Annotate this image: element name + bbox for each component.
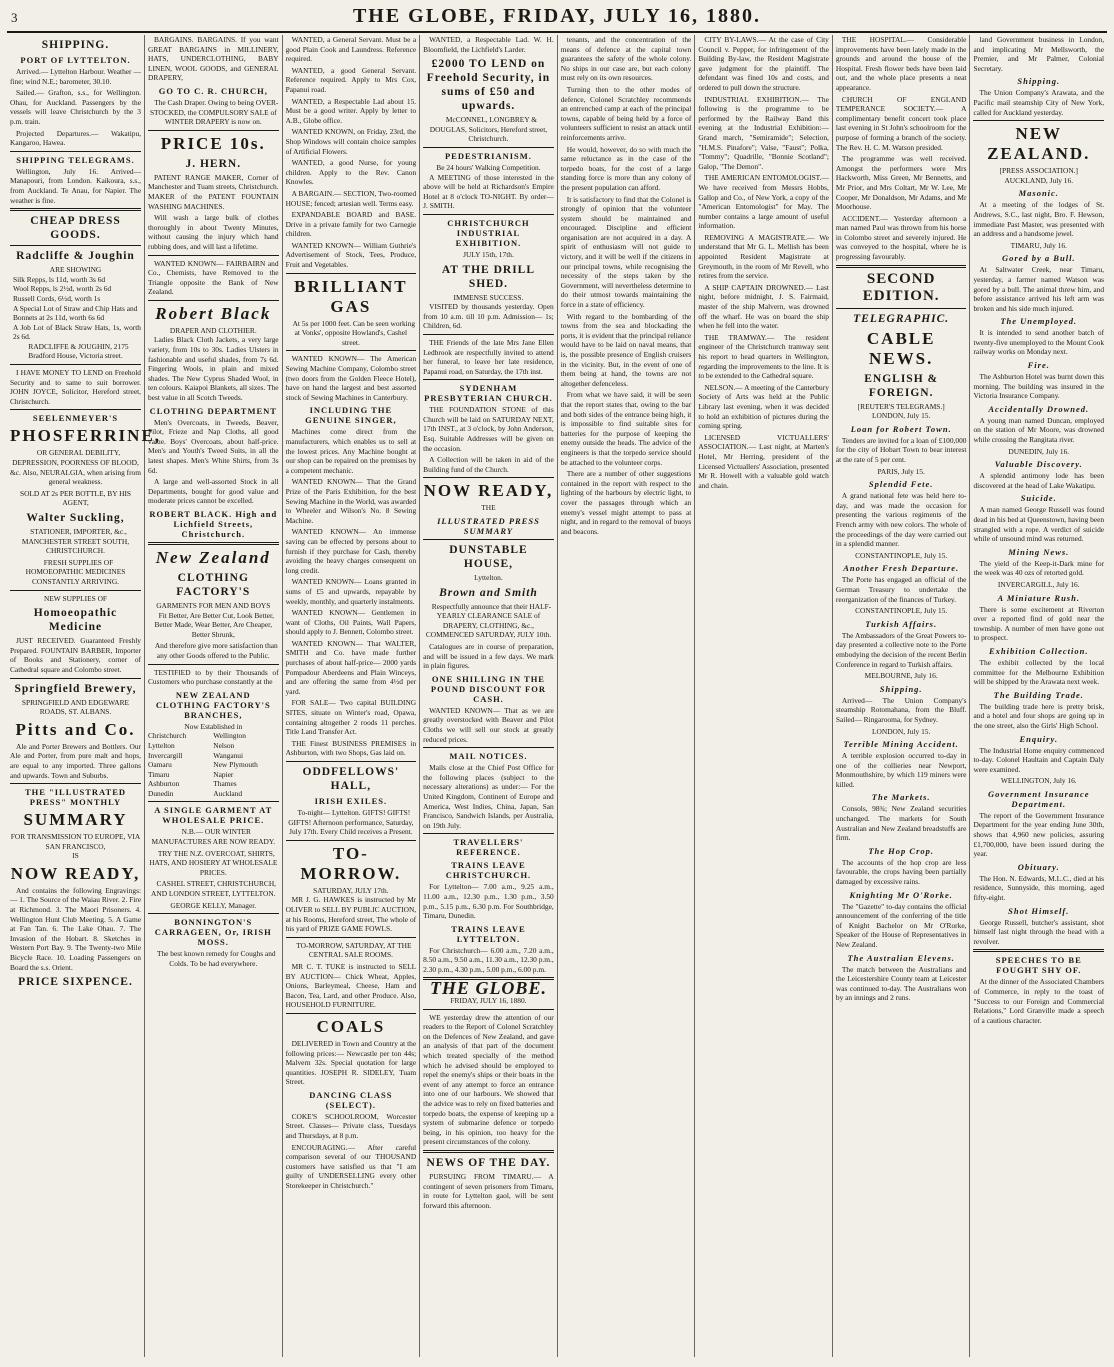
suicide-text: A man named George Russell was found dead in his bed at Queenstown, having been strangled with a rope. A verdict of suicide while of unsound mind was returned.: [973, 505, 1105, 544]
contents-list: And contains the following Engravings:— 1. The Source of the Waiau River. 2. Fire at Richmond. 3. The Maori Prisoners. 4. Wellington Hunt Club Meeting. 5. A Game at Fan Tan. 6. The Lake Ohau. 7. The Invasion of the Hobart. 8. Sketches in Western Port Bay. 9. The Twenty-two Mile Bicycle Race. 10. Loading Passengers on Board the s.s. Orient.: [10, 885, 141, 972]
masonic-text: At a meeting of the lodges of St. Andrews, S.C., last night, Bro. F. Hewson, immediate Past Master, was presented with an address and a handsome jewel.: [973, 200, 1105, 239]
brewery-text: SPRINGFIELD AND EDGEWARE ROADS, ST. ALBANS.: [21, 697, 130, 717]
suicide-heading: Suicide.: [1020, 493, 1057, 504]
telegrams-text: Wellington, July 16. Arrived— Manapouri, from London. Kaikoura, s.s., from Auckland. Te Anau, for Napier. The weather is fine.: [10, 166, 141, 205]
established-text: Now Established in: [184, 721, 243, 731]
fire-text: The Ashburton Hotel was burnt down this morning. The building was insured in the Victoria Insurance Company.: [973, 372, 1105, 401]
suckling-text: STATIONER, IMPORTER, &c., MANCHESTER STREET SOUTH, CHRISTCHURCH.: [21, 527, 130, 556]
hawkes-text: MR J. G. HAWKES is instructed by Mr OLIVER to SELL BY PUBLIC AUCTION, at his Rooms, Hereford street, The whole of his yard of PRIZE GAME FOWLS.: [285, 895, 417, 934]
brilliant-gas-text: At 5s per 1000 feet. Can be seen working at Vonks', opposite Howland's, Cashel street.: [292, 318, 416, 347]
clothing-text: Men's Overcoats, in Tweeds, Beaver, Pilot, Frieze and Nap Cloths, all good value. Boys' Overcoats, about half-price. Men's and Youth's Tweed Suits, in all the latest shapes. Men's White Shirts, from 3s 6d.: [148, 417, 279, 475]
column-7: [833, 35, 971, 1357]
loan-firm: McCONNEL, LONGBREY & DOUGLAS, Solicitors, Hereford street, Christchurch.: [429, 115, 548, 144]
brown-smith-text: Respectfully announce that their HALF-YEARLY CLEARANCE SALE of DRAPERY, CLOTHING, &c., COMMENCED SATURDAY, JULY 10th.: [425, 601, 552, 640]
black-heading: Robert Black: [155, 303, 272, 323]
new-supplies: NEW SUPPLIES OF: [43, 593, 108, 603]
the-text: THE: [481, 503, 496, 513]
bonnington-heading: BONNINGTON'S CARRAGEEN, Or, IRISH MOSS.: [154, 917, 272, 948]
knight-heading: Knighting Mr O'Rorke.: [849, 889, 953, 900]
dress-items: [10, 275, 141, 342]
mining-accident-heading: Terrible Mining Accident.: [843, 739, 959, 750]
speeches-text: At the dinner of the Associated Chambers of Commerce, in reply to the toast of "Success to our Foreign and Commercial Relations," Lord Granville made a speech of a cautious character.: [973, 977, 1105, 1025]
wanted-nurse: WANTED, a good Nurse, for young children. Apply to the Rev. Canon Knowles.: [285, 158, 417, 187]
globe-heading: THE GLOBE.: [429, 978, 547, 999]
column-8: [970, 35, 1107, 1357]
fete-text: A grand national fete was held here to-day, and was made the occasion for presenting the various regiments of the French army with new colors. The whole of the proceedings of the day were carried out in a splendid manner.: [835, 491, 967, 549]
nb-text: N.B.— OUR WINTER MANUFACTURES ARE NOW READY.: [151, 827, 276, 847]
list-item: Thames: [213, 779, 237, 789]
speeches-heading: SPEECHES TO BE FOUGHT SHY OF.: [995, 955, 1082, 976]
hern-note: Will wash a large bulk of clothes thoroughly in about Twenty Minutes, without causing the injury which hand rubbing does, and will last a lifetime.: [148, 213, 279, 251]
shipping-heading: SHIPPING.: [41, 39, 110, 51]
drowned-text: A young man named Duncan, employed on the station of Mr Moore, was drowned while crossing the Rangitata river.: [973, 415, 1105, 445]
cloths-text: WANTED KNOWN— Gentlemen in want of Cloths, Oil Paints, Wall Papers, should apply to J. Bennett, Colombo street.: [285, 608, 417, 637]
lyttelton-text: Lyttelton.: [474, 573, 503, 583]
land-text: land Government business in London, and implicating Mr Mellsworth, the Premier, and Mr Palmer, Colonial Secretary.: [973, 35, 1105, 73]
industrial-dates: JULY 15th, 17th.: [463, 249, 514, 259]
column-6: [695, 35, 833, 1357]
price-heading: PRICE SIXPENCE.: [18, 976, 133, 989]
brown-smith-heading: Brown and Smith: [439, 586, 538, 599]
drill-heading: AT THE DRILL SHED.: [441, 263, 536, 290]
victuallers: LICENSED VICTUALLERS' ASSOCIATION.— Last night, at Marten's Hotel, Mr Herring, president of the Licensed Victuallers' Association, presented Mr R. Howell with a valuable gold watch and chain.: [698, 432, 829, 490]
obituary-heading: Obituary.: [1017, 861, 1060, 872]
black-text: Ladies Black Cloth Jackets, a very large variety, from 10s to 30s. Ladies Ulsters in fashionable and useful shades, from 7s 6d. Fingering Wools, in plain and mixed shades. The New Cyprus Shaded Wool, in ten colours. Kaiapoi Blankets, all sizes. The best value in all Scotch Tweeds.: [148, 335, 279, 403]
hospital-text: THE HOSPITAL.— Considerable improvements have been lately made in the grounds and around the house of the Hospital. Fresh flower beds have been laid out, and the whole place presents a neat appearance.: [835, 35, 967, 92]
summary-heading: SUMMARY: [23, 810, 128, 830]
list-item: Wanganui: [213, 750, 244, 760]
visited-text: VISITED by thousands yesterday. Open from 10 a.m. till 10 p.m. Admission— 1s; Children, 6d.: [423, 302, 554, 331]
mail-text: Mails close at the Chief Post Office for the following places (subject to the necessary alterations) as under:— For the United Kingdom, Continent of Europe and America, West Indies, China, Japan, San Francisco, Sandwich Islands, per Australia, on 19th July.: [423, 763, 554, 830]
columns: [7, 35, 1107, 1357]
branches-heading: NEW ZEALAND CLOTHING FACTORY'S BRANCHES,: [155, 689, 271, 720]
is-text: IS: [72, 851, 79, 861]
mining-news-text: The yield of the Keep-it-Dark mine for the week was 40 ozs of retorted gold.: [973, 558, 1105, 578]
garments-text: GARMENTS FOR MEN AND BOYS: [156, 600, 271, 610]
brewery-heading: Springfield Brewery,: [14, 682, 137, 695]
temperance-text: CHURCH OF ENGLAND TEMPERANCE SOCIETY.— A complimentary benefit concert took place last evening in St John's schoolroom for the purpose of forming a branch of the society. The Rev. H. C. M. Watson presided.: [835, 94, 967, 152]
therefore-text: And therefore give more satisfaction than any other Goods offered to the Public.: [154, 641, 278, 660]
stock-text: A large and well-assorted Stock in all Departments, bought for good value and moderate prices cannot be excelled.: [148, 477, 279, 506]
try-text: TRY THE N.Z. OVERCOAT, SHIRTS, HATS, AND HOSIERY AT WHOLESALE PRICES.: [149, 848, 278, 877]
seelenmeyer-heading: SEELENMEYER'S: [32, 413, 119, 424]
loan-heading: Loan for Robert Town.: [850, 423, 952, 434]
church-heading: SYDENHAM PRESBYTERIAN CHURCH.: [424, 383, 553, 404]
list-item: Bonnets at 2s 11d, worth 6s 6d: [13, 313, 105, 323]
cashel-text: CASHEL STREET, CHRISTCHURCH, AND LONDON STREET, LYTTELTON.: [151, 879, 277, 899]
editorial-cont-7: There are a number of other suggestions contained in the report with respect to the lighting of the harbours by electric light, to cover the passages through which an enemy's vessel might attempt to pass at night, and in regard to the removal of buoys and beacons.: [560, 469, 692, 536]
list-item: Invercargill: [148, 750, 183, 760]
list-item: Auckland: [213, 788, 243, 798]
suckling-heading: Walter Suckling,: [26, 512, 125, 524]
walking-text: Be 24 hours' Walking Competition.: [436, 162, 541, 172]
masonic-heading: Masonic.: [1018, 188, 1059, 199]
trains-heading: TRAINS LEAVE CHRISTCHURCH.: [445, 860, 532, 881]
hern-text: PATENT RANGE MAKER, Corner of Manchester and Tuam streets, Christchurch. MAKER of the PATENT FOUNTAIN WASHING MACHINES.: [148, 172, 279, 211]
overstocked-text: WANTED KNOWN— That as we are greatly overstocked with Beaver and Pilot Cloths we will sell our stock at greatly reduced prices.: [423, 705, 554, 744]
editorial-cont-5: With regard to the bombarding of the towns from the sea and blockading the ports, it is evident that the principal reliance would have to be laid on naval means, that is, the possible presence of English cruisers in the vicinity. But, in the event of one of them being at hand, the towns are not altogether defenceless.: [560, 311, 692, 388]
trains-2-heading: TRAINS LEAVE LYTTELTON.: [451, 923, 526, 944]
business-premises: THE Finest BUSINESS PREMISES in Ashburton, with two Shops, Gas laid on.: [285, 738, 417, 758]
collection-text: A Collection will be taken in aid of the Building fund of the Church.: [423, 455, 554, 474]
bargains-text: BARGAINS. BARGAINS. If you want GREAT BARGAINS in MILLINERY, HATS, UNDERCLOTHING, BABY LINEN, WOOL GOODS, and GENERAL DRAPERY,: [148, 35, 279, 83]
dateline-timaru: TIMARU, July 16.: [1010, 240, 1067, 250]
discount-heading: ONE SHILLING IN THE POUND DISCOUNT FOR CASH.: [430, 673, 547, 704]
exiles-text: To-night— Lyttelton. GIFTS! GIFTS! GIFTS! Afternoon performance, Saturday, July 17th. Every Child receives a Present.: [288, 808, 414, 837]
clothing-heading: CLOTHING DEPARTMENT: [149, 405, 277, 416]
govt-insurance-text: The report of the Government Insurance Department for the year ending June 30th, shows that 4,960 new policies, assuring £1,700,000, have been issued during the year.: [973, 810, 1105, 859]
dateline-const-2: CONSTANTINOPLE, July 15.: [855, 606, 948, 616]
valuable-text: A splendid antimony lode has been discovered at the head of Lake Wakatipu.: [973, 471, 1105, 490]
oddfellows-heading: ODDFELLOWS' HALL,: [302, 766, 400, 792]
cable-news-heading: CABLE NEWS.: [866, 328, 936, 368]
mining-news-heading: Mining News.: [1008, 546, 1070, 557]
loan-text: Tenders are invited for a loan of £100,000 for the city of Hobart Town to bear interest at the rate of 5 per cent.: [835, 435, 967, 465]
transmission-text: FOR TRANSMISSION TO EUROPE, VIA SAN FRANCISCO,: [10, 832, 141, 851]
tomorrow-date: SATURDAY, JULY 17th.: [313, 885, 389, 895]
exhibit-heading: Exhibition Collection.: [989, 645, 1089, 656]
entomologist: THE AMERICAN ENTOMOLOGIST.— We have received from Messrs Hobbs, Gallop and Co., of New York, a copy of the "American Entomologist" for May. The number contains a large amount of useful information.: [698, 173, 829, 231]
corner-text: The Cash Draper. Owing to being OVER-STOCKED, the COMPULSORY SALE of WINTER DRAPERY is now on.: [149, 97, 279, 127]
now-ready-heading-2: NOW READY,: [423, 481, 554, 501]
wanted-lad-2: WANTED, a Respectable Lad. W. H. Bloomfield, the Lichfield's Larder.: [423, 35, 554, 54]
funeral-text: THE Friends of the late Mrs Jane Ellen Ledbrook are respectfully invited to attend her funeral, to leave her late residence, Papanui road, on Saturday, the 17th inst.: [423, 337, 554, 376]
list-item: Russell Cords, 6½d, worth 1s: [13, 293, 101, 303]
page-title: THE GLOBE, FRIDAY, JULY 16, 1880.: [352, 5, 762, 27]
industrial-heading: CHRISTCHURCH INDUSTRIAL EXHIBITION.: [447, 217, 530, 248]
school-text: COKE'S SCHOOLROOM, Worcester Street. Classes— Private class, Tuesdays and Thursdays, at 8 p.m.: [285, 1111, 417, 1141]
newspaper-page: [7, 5, 1107, 1357]
tomorrow-sale: TO-MORROW, SATURDAY, AT THE CENTRAL SALE ROOMS.: [296, 940, 412, 960]
list-item: Silk Repps, ls 11d, worth 3s 6d: [13, 274, 106, 284]
column-5: [558, 35, 696, 1357]
nz-heading: New Zealand: [155, 547, 271, 567]
turkish-heading: Turkish Affairs.: [865, 618, 938, 629]
wanted-known: WANTED KNOWN, on Friday, 23rd, the Shop Windows will contain choice samples of Artificial Flowers.: [285, 127, 417, 156]
fete-heading: Splendid Fete.: [868, 479, 934, 490]
editorial-text: WE yesterday drew the attention of our readers to the Report of Colonel Scratchley on the Defences of New Zealand, and gave an analysis of that part of the document which treated specially of the method which he advised should be employed to repel the enemy's ships or their boats in the event of any attempt to force an entrance into one of our harbours. We showed that the advice was to rely on fixed batteries and torpedo boats, the expense of keeping up a system of submarine defence or torpedo being, in his opinion, too heavy for the present circumstances of the colony.: [423, 1012, 554, 1147]
valuable-heading: Valuable Discovery.: [994, 459, 1083, 470]
dateline-auckland: AUCKLAND, July 16.: [1004, 175, 1074, 185]
trains-2-text: For Christchurch— 6.00 a.m., 7.20 a.m., 8.50 a.m., 9.50 a.m., 11.30 a.m., 12.30 p.m., 2.30 p.m., 4.30 p.m., 5.00 p.m., 6.00 p.m.: [423, 945, 554, 974]
elevens-text: The match between the Australians and the Leicestershire County team at Leicester was continued to-day. The Australians won by an innings and 2 runs.: [835, 964, 967, 1003]
homeo-supplies: FRESH SUPPLIES OF HOMOEOPATHIC MEDICINES CONSTANTLY ARRIVING.: [25, 557, 126, 586]
list-item: A Special Lot of Straw and Chip Hats and: [13, 303, 138, 313]
list-item: Timaru: [148, 769, 170, 779]
immense-text: IMMENSE SUCCESS.: [453, 292, 524, 302]
editorial-cont-2: Turning then to the other modes of defence, Colonel Scratchley recommends an entrenched camp at each of the principal towns, capable of being held by a force of volunteers sufficient to resist an attack until reinforcements arrive.: [560, 84, 692, 142]
testified-text: TESTIFIED to by their Thousands of Customers who purchase constantly at the: [148, 667, 279, 687]
building-text: The building trade here is pretty brisk, and a hotel and four shops are going up in the one street, also the Girls' High School.: [973, 701, 1105, 730]
drowned-heading: Accidentally Drowned.: [988, 403, 1090, 414]
list-item: Wellington: [213, 731, 246, 741]
programme-text: The programme was well received. Amongst the performers were Mrs Hackworth, Miss Green, Mr Bennetts, and Mr Prior, and Mrs Coltart, Mr W. Lee, Mr Cooper, Mr Donaldson, Mr Adams, and Mr Moorhouse.: [835, 154, 967, 212]
column-4: [420, 35, 558, 1357]
gored-text: At Saltwater Creek, near Timaru, yesterday, a farmer named Watson was gored by a bull. The animal threw him, and before assistance arrived his left arm was broken and his side much injured.: [973, 265, 1105, 313]
loans-text: WANTED KNOWN— Loans granted in sums of £5 and upwards, repayable by weekly, monthly, and quarterly instalments.: [285, 577, 417, 606]
second-edition-heading: SECOND EDITION.: [862, 270, 940, 304]
list-item: Christchurch: [148, 731, 187, 741]
bonnington-text: The best known remedy for Coughs and Colds. To be had everywhere.: [156, 949, 276, 968]
city-bylaws: CITY BY-LAWS.— At the case of City Council v. Pepper, for infringement of the Building By-law, the Resident Magistrate gave judgment for the plaintiff. The defendant was fined 10s and costs, and ordered to pull down the structure.: [698, 35, 829, 92]
sold-text: SOLD AT 2s PER BOTTLE, BY HIS AGENT,: [19, 488, 132, 508]
miniature-text: There is some excitement at Riverton over a reported find of gold near the township. A number of men have gone out to prospect.: [973, 604, 1105, 643]
dateline-invercargill: INVERCARGILL, July 16.: [997, 579, 1080, 589]
pedestrianism-heading: PEDESTRIANISM.: [444, 150, 532, 161]
hops-text: The accounts of the hop crop are less favourable, the crops having been partially damaged by excessive rains.: [835, 857, 967, 887]
money-to-lend: I HAVE MONEY TO LEND on Freehold Security and to same to suit borrower. JOHN JOYCE, Solicitor, Hereford street, Christchurch.: [10, 368, 141, 406]
pitts-heading: Pitts and Co.: [15, 719, 136, 739]
magistrate: REMOVING A MAGISTRATE.— We understand that Mr G. L. Mellish has been appointed Resident Magistrate at Greymouth, in the room of Mr Revell, who retires from the service.: [698, 232, 829, 281]
nz-news-heading: NEW ZEALAND.: [987, 124, 1091, 164]
black-subheading: DRAPER AND CLOTHIER.: [169, 325, 257, 335]
editorial-cont-1: tenants, and the concentration of the means of defence at the capital town guarantees the safety of the whole colony. No ships in our case are, but each colony must rely on its own resources.: [560, 35, 692, 83]
govt-insurance-heading: Government Insurance Department.: [988, 788, 1090, 809]
dateline-paris: PARIS, July 15.: [877, 466, 925, 476]
guthrie-text: WANTED KNOWN— William Guthrie's Advertisement of Stock, Tees, Produce, Fruit and Vegetables.: [285, 240, 417, 270]
shipping-8-text: The Union Company's Arawata, and the Pacific mail steamship City of New York, called for Auckland yesterday.: [973, 88, 1105, 117]
homeo-text: JUST RECEIVED. Guaranteed Freshly Prepared. FOUNTAIN BARBER, Importer of Books and Stationery, corner of Cathedral square and Colombo street.: [10, 636, 141, 674]
list-item: Nelson: [213, 740, 235, 750]
fit-text: Fit Better, Are Better Cut, Look Better, Better Made, Wear Better, Are Cheaper, Better Shrunk,: [154, 610, 274, 639]
hern-heading: J. HERN.: [185, 157, 242, 170]
radcliffe-firm: RADCLIFFE & JOUGHIN, 2175 Bradford House, Victoria street.: [28, 341, 129, 361]
dancing-heading: DANCING CLASS (SELECT).: [309, 1089, 393, 1110]
sailed-text: Sailed.— Grafton, s.s., for Wellington. Ohau, for Auckland. Passengers by the vessels will leave Christchurch by the 3 p.m. train.: [10, 88, 141, 126]
list-item: Napier: [213, 769, 234, 779]
projected-text: Projected Departures.— Wakatipu, Kangaroo, Hawea.: [10, 128, 141, 148]
telegraphic-heading: TELEGRAPHIC.: [853, 312, 950, 325]
now-ready-heading: NOW READY,: [10, 863, 141, 883]
foundation-text: THE FOUNDATION STONE of this Church will be laid on SATURDAY NEXT, 17th INST., at 3 o'clock, by John Anderson, Esq. Suitable Addresses will be given on the occasion.: [423, 405, 554, 453]
editorial-cont-6: From what we have said, it will be seen that the report states that, owing to the bar and both sides of the entrance being high, it is impossible to find suitable sites for batteries for the purpose of keeping the enemy outside the heads. The advice of the engineers is that the torpedo service should be attached to the volunteer corps.: [560, 390, 692, 467]
wanted-servant: WANTED, a General Servant. Must be a good Plain Cook and Laundress. Reference required.: [285, 35, 417, 64]
dateline-const-1: CONSTANTINOPLE, July 15.: [855, 550, 948, 560]
port-heading: PORT OF LYTTELTON.: [20, 55, 131, 65]
black-address: ROBERT BLACK. High and Lichfield Streets, Christchurch.: [149, 508, 278, 539]
meeting-text: A MEETING of those interested in the above will be held at Richardson's Empire Hotel at 8 o'clock TO-NIGHT. By order— J. SMITH.: [423, 172, 554, 211]
price-10s-heading: PRICE 10s.: [160, 133, 266, 153]
encouraging-text: ENCOURAGING.— After careful comparison several of our THOUSAND customers have satisfied us that "I am guilty of UNDERSELLING every other Storekeeper in Christchurch.": [285, 1142, 417, 1191]
markets-text: Consols, 98¾; New Zealand securities unchanged. The markets for South Australian and New Zealand breadstuffs are firm.: [835, 804, 967, 843]
building-heading: The Building Trade.: [993, 689, 1084, 700]
catalogue-text: Catalogues are in course of preparation, and will be issued in a few days. We mark in plain figures.: [423, 642, 554, 671]
reuter-text: [REUTER'S TELEGRAMS.]: [857, 401, 945, 411]
dateline-dunedin: DUNEDIN, July 16.: [1008, 446, 1070, 456]
illustrated-heading: THE "ILLUSTRATED PRESS" MONTHLY: [24, 787, 127, 808]
porte-heading: Another Fresh Departure.: [843, 563, 960, 574]
cheap-dress-heading: CHEAP DRESS GOODS.: [30, 215, 121, 242]
unemployed-text: It is intended to send another batch of twenty-five unemployed to the Mount Cook railway works on Monday next.: [973, 328, 1105, 357]
phosferrine-text: OR GENERAL DEBILITY, DEPRESSION, POORNESS OF BLOOD, &c. Also, NEURALGIA, when arising from general weakness.: [10, 448, 141, 487]
manager-text: GEORGE KELLY, Manager.: [170, 900, 257, 910]
homeo-heading: Homoeopathic Medicine: [33, 607, 118, 634]
board-text: EXPANDABLE BOARD and BASE. Drive in a private family for two Carnegie children.: [285, 210, 417, 239]
sewing-machines-text: WANTED KNOWN— The American Sewing Machine Company, Colombo street (two doors from the Golden Fleece Hotel), have on hand the largest and best assorted stock of Sewing Machines in Canterbury.: [285, 354, 417, 402]
building-sites-text: FOR SALE— Two capital BUILDING SITES, situate on Winter's road, Opawa, containing altogether 2 roods 11 perches. Title Land Transfer Act.: [285, 698, 417, 737]
exhibit-text: The exhibit collected by the local committee for the Melbourne Exhibition will be shipped by the Arawata next week.: [973, 657, 1105, 687]
bargain-text: A BARGAIN.— SECTION, Two-roomed HOUSE; fenced; artesian well. Terms easy.: [285, 188, 417, 208]
shot-heading: Shot Himself.: [1008, 905, 1070, 916]
arrived-text: Arrived.— Lyttelton Harbour. Weather — fine; wind N.E.; barometer, 30.10.: [10, 67, 141, 86]
shipping-tel-text: Arrived— The Union Company's steamship Rotomahana, from the Bluff. Sailed— Ringarooma, for Sydney.: [835, 695, 967, 724]
phosferrine-heading: PHOSFERRINE,: [10, 426, 162, 446]
dateline-london-2: LONDON, July 15.: [872, 726, 931, 736]
obituary-text: The Hon. N. Edwards, M.L.C., died at his residence, Sunnyside, this morning, aged fifty-eight.: [973, 873, 1105, 903]
gored-heading: Gored by a Bull.: [1001, 253, 1076, 264]
dateline-wellington: WELLINGTON, July 16.: [1000, 776, 1077, 786]
mining-accident-text: A terrible explosion occurred to-day in one of the collieries near Newport, Monmouthshire, by which 119 miners were killed.: [835, 751, 967, 789]
fairbairn-text: WANTED KNOWN— FAIRBAIRN and Co., Chemists, have Removed to the Triangle opposite the Bank of New Zealand.: [148, 258, 279, 297]
unemployed-heading: The Unemployed.: [1000, 316, 1078, 327]
editorial-cont-3: He would, however, do so with much the same reluctance as in the case of the torpedo boats, for the cost of a large standing force is more than any colony of the present population can afford.: [560, 144, 692, 192]
mail-heading: MAIL NOTICES.: [449, 751, 528, 762]
radcliffe-heading: Radcliffe & Joughin: [16, 250, 135, 263]
list-item: Wool Repps, ls 2½d, worth 2s 6d: [13, 284, 112, 294]
society-of-arts: NELSON.— A meeting of the Canterbury Society of Arts was held at the Public Library last evening, when it was decided to hold an exhibition of pictures during the coming spring.: [698, 382, 829, 431]
loan-heading: £2000 TO LEND on Freehold Security, in sums of £50 and upwards.: [426, 58, 551, 113]
column-2: [145, 35, 283, 1357]
list-item: Oamaru: [148, 760, 172, 770]
shipping-tel-heading: Shipping.: [879, 683, 923, 694]
knight-text: The "Gazette" to-day contains the official announcement of the conferring of the title of Knight Bachelor on Mr O'Rorke, Speaker of the House of Representatives in New Zealand.: [835, 901, 967, 949]
factory-heading: CLOTHING FACTORY'S: [176, 571, 251, 598]
tomorrow-heading: TO-MORROW.: [300, 843, 402, 883]
enquiry-text: The Industrial Home enquiry commenced to-day. Colonel Haultain and Captain Daly were examined.: [973, 745, 1105, 774]
page-number: 3: [11, 10, 18, 25]
showing-text: ARE SHOWING: [49, 265, 102, 275]
travellers-heading: TRAVELLERS' REFERENCE.: [453, 837, 524, 858]
editorial-cont-4: It is satisfactory to find that the Colonel is strongly of opinion that the volunteer system should be maintained and encouraged. Discipline and efficient organisation are not acquired in a day. A spirit of enthusiasm will not guide to victory, and it will be well if the citizens in our principal towns, while recognising the necessity of the steps taken by the Government, will nevertheless determine to do their utmost towards maintaining the force in a state of efficiency.: [560, 194, 692, 310]
trains-text: For Lyttelton— 7.00 a.m., 9.25 a.m., 11.00 a.m., 12.30 p.m., 1.30 p.m., 3.50 p.m., 5.15 p.m., 6.30 p.m. For Southbridge, Timaru, Dunedin.: [423, 882, 554, 921]
exiles-heading: IRISH EXILES.: [314, 796, 388, 806]
wanted-lad: WANTED, a Respectable Lad about 15. Must be a good writer. Apply by letter to A.B., Globe office.: [285, 96, 417, 125]
grand-prize-text: WANTED KNOWN— That the Grand Prize of the Paris Exhibition, for the best Sewing Machine in the World, was awarded to Wheeler and Wilson's No. 8 Sewing Machine.: [285, 477, 417, 525]
walter-smith-text: WANTED KNOWN— That WALTER, SMITH and Co. have made further purchases of about half-price— 2000 yards Pompadour Aberdeens and Plain Winceys, and are offering the same from 4½d per yard.: [285, 638, 417, 696]
wholesale-heading: A SINGLE GARMENT AT WHOLESALE PRICE.: [154, 805, 273, 826]
miniature-heading: A Miniature Rush.: [997, 592, 1080, 603]
goto-heading: GO TO C. R. CHURCH,: [158, 85, 268, 96]
wanted-general: WANTED, a good General Servant. Reference required. Apply to Mrs Cox, Papanui road.: [285, 65, 417, 94]
telegrams-heading: SHIPPING TELEGRAMS.: [16, 154, 135, 165]
brilliant-gas-heading: BRILLIANT GAS: [294, 276, 408, 316]
coals-text: DELIVERED in Town and Country at the following prices:— Newcastle per ton 44s; Malvern 32s. Special quotation for large quantities. JOSEPH R. SIDELEY, Tuam Street.: [285, 1038, 417, 1087]
fire-heading: Fire.: [1027, 360, 1050, 371]
accident-text: ACCIDENT.— Yesterday afternoon a man named Paul was thrown from his horse in Colombo street and severely injured. He was conveyed to the hospital, where he is progressing favourably.: [835, 213, 967, 262]
coals-heading: COALS: [316, 1016, 386, 1036]
shipping-8-heading: Shipping.: [1017, 76, 1061, 87]
shot-text: George Russell, butcher's assistant, shot himself last night through the head with a revolver.: [973, 917, 1105, 946]
enquiry-heading: Enquiry.: [1019, 733, 1059, 744]
illustrated-heading-2: ILLUSTRATED PRESS SUMMARY: [437, 516, 540, 537]
hops-heading: The Hop Crop.: [868, 845, 934, 856]
news-text: PURSUING FROM TIMARU.— A contingent of seven prisoners from Timaru, in route for Lyttelton gaol, will be sent forward this afternoon.: [423, 1171, 554, 1210]
list-item: A Job Lot of Black Straw Hats, 1s, worth 2s 6d.: [13, 322, 141, 342]
list-item: New Plymouth: [213, 760, 258, 770]
turkish-text: The Ambassadors of the Great Powers to-day presented a collective note to the Porte embodying the decision of the recent Berlin Conference in regard to Turkish affairs.: [835, 630, 967, 669]
list-item: Lyttelton: [148, 740, 175, 750]
dateline-melbourne: MELBOURNE, July 16.: [864, 671, 938, 681]
dateline-london-1: LONDON, July 15.: [872, 411, 931, 421]
list-item: Ashburton: [148, 779, 180, 789]
dunstable-heading: DUNSTABLE HOUSE,: [449, 544, 528, 571]
singer-text: Machines come direct from the manufacturers, which enables us to sell at the lowest prices. Any Machine bought at our shop can be repaired on the premises by a competent mechanic.: [285, 427, 417, 475]
tuke-text: MR C. T. TUKE is instructed to SELL BY AUCTION— Chick Wheat, Apples, Onions, Barleymeal, Cheese, Ham and Bacon, Tea, Lard, and other Produce. Also, HOUSEHOLD FURNITURE.: [285, 961, 417, 1010]
tramway: THE TRAMWAY.— The resident engineer of the Christchurch tramway sent his report to head quarters in Wellington, regarding the improvements to the line. It is to be extended to the Cathedral square.: [698, 332, 829, 381]
singer-heading: INCLUDING THE GENUINE SINGER,: [305, 405, 397, 426]
list-item: Dunedin: [148, 788, 174, 798]
furnish-text: WANTED KNOWN— An immense saving can be effected by persons about to furnish if they purchase for Cash, thereby avoiding the heavy charges consequent on long credit.: [285, 527, 417, 575]
news-heading: NEWS OF THE DAY.: [426, 1156, 551, 1169]
exhibition-programme: INDUSTRIAL EXHIBITION.— The following is the programme to be performed by the Railway Band this evening at the Industrial Exhibition:— Grand march, "Semiramide"; Selection, "H.M.S. Pinafore"; Valse, "Faust"; Polka, "Tommy"; Quadrille, "Bonnie Scotland"; Galop, "The Demon".: [698, 94, 829, 171]
towns-list: [148, 731, 279, 798]
english-foreign-heading: ENGLISH & FOREIGN.: [864, 372, 939, 399]
captain-drowned: A SHIP CAPTAIN DROWNED.— Last night, before midnight, J. S. Fairmaid, master of the ship Malvern, was drowned off the wharf. He was on board the ship when he fell into the water.: [698, 282, 829, 331]
elevens-heading: The Australian Elevens.: [847, 952, 955, 963]
press-association: [PRESS ASSOCIATION.]: [999, 166, 1078, 176]
masthead: [7, 5, 1107, 33]
globe-date: FRIDAY, JULY 16, 1880.: [450, 996, 527, 1006]
porte-text: The Porte has engaged an official of the German Treasury to undertake the reorganization of the finances of Turkey.: [835, 575, 967, 604]
markets-heading: The Markets.: [871, 792, 931, 803]
pitts-text: Ale and Porter Brewers and Bottlers. Our Ale and Porter, from pure malt and hops, are equal to any imported. Three gallons and upwards. Town and Suburbs.: [10, 741, 141, 780]
column-3: [283, 35, 421, 1357]
